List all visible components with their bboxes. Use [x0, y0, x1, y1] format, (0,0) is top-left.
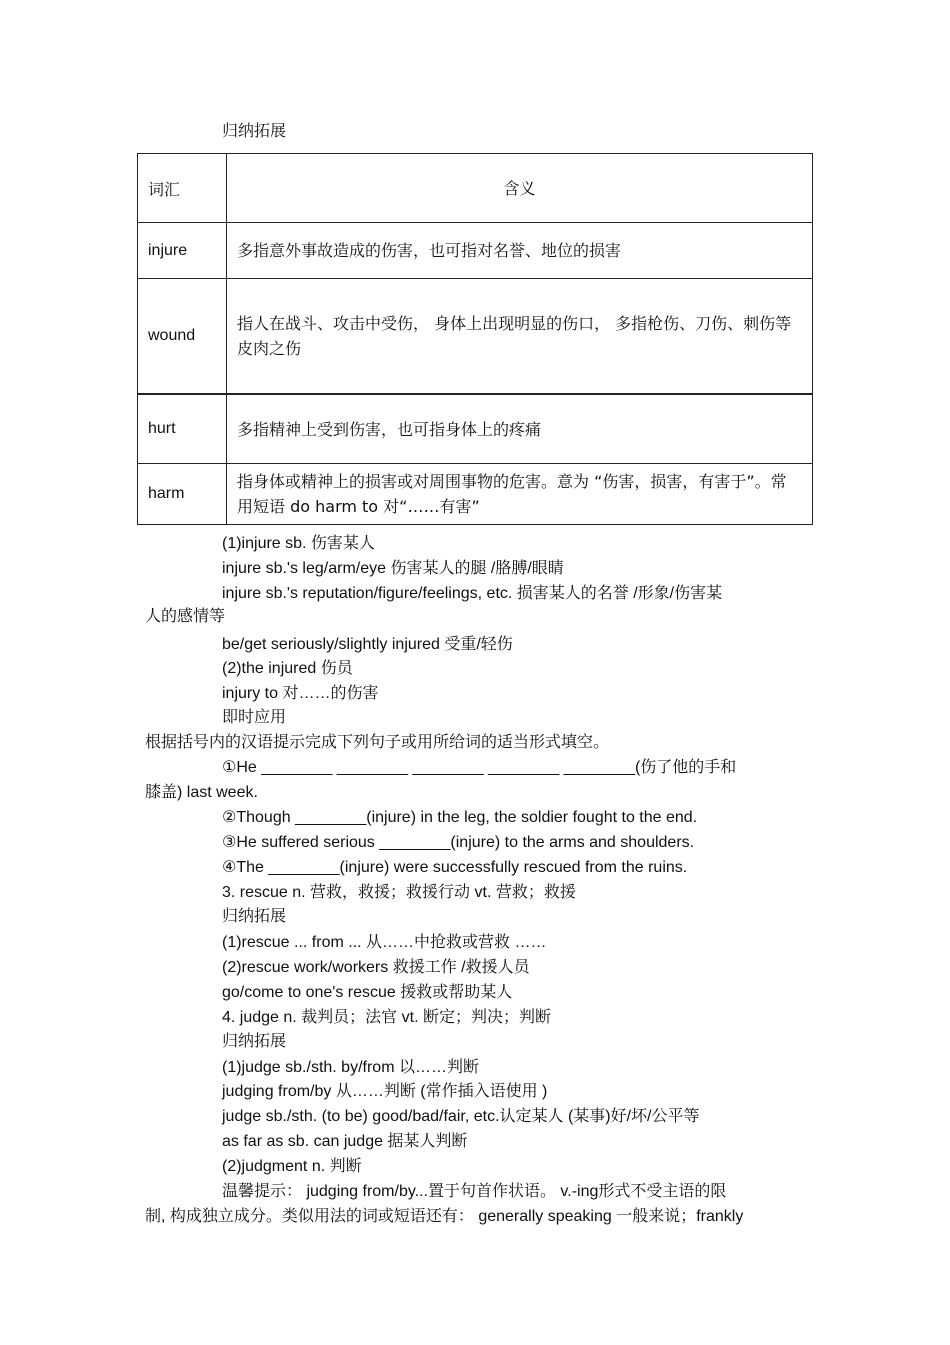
text-line: 人的感情等: [145, 608, 226, 625]
row-meaning: 指人在战斗、攻击中受伤， 身体上出现明显的伤口， 多指枪伤、刀伤、刺伤等皮肉之伤: [227, 279, 813, 395]
row-word: harm: [138, 464, 227, 525]
row-word: hurt: [138, 394, 227, 464]
section-heading: 归纳拓展: [222, 121, 287, 140]
table-row: [138, 464, 813, 525]
text-line: as far as sb. can judge 据某人判断: [222, 1133, 468, 1150]
text-line: injury to 对……的伤害: [222, 685, 379, 702]
text-line: 归纳拓展: [222, 1033, 287, 1050]
text-line: (2)rescue work/workers 救援工作 /救援人员: [222, 959, 530, 976]
text-line: 归纳拓展: [222, 908, 287, 925]
table-row: [138, 394, 813, 464]
exercise-line: ②Though ________(injure) in the leg, the soldier fought to the end.: [222, 809, 698, 826]
text-line: judge sb./sth. (to be) good/bad/fair, etc.认定某人 (某事)好/坏/公平等: [222, 1108, 700, 1125]
text-line: judging from/by 从……判断 (常作插入语使用 ): [222, 1083, 548, 1100]
text-line: 制, 构成独立成分。类似用法的词或短语还有： generally speaking 一般来说；frankly: [145, 1208, 744, 1225]
text-line: 4. judge n. 裁判员；法官 vt. 断定；判决；判断: [222, 1009, 551, 1026]
vocabulary-table: [137, 153, 813, 525]
text-line: injure sb.'s leg/arm/eye 伤害某人的腿 /胳膊/眼睛: [222, 560, 564, 577]
text-line: 3. rescue n. 营救，救援；救援行动 vt. 营救；救援: [222, 884, 576, 901]
header-meaning: 含义: [227, 154, 813, 223]
text-line: (1)rescue ... from ... 从……中抢救或营救 ……: [222, 934, 547, 951]
text-line: go/come to one's rescue 援救或帮助某人: [222, 984, 513, 1001]
table-row: [138, 279, 813, 395]
exercise-line: ③He suffered serious ________(injure) to the arms and shoulders.: [222, 834, 695, 851]
row-word: injure: [138, 223, 227, 279]
header-word: 词汇: [138, 154, 227, 223]
text-line: 温馨提示： judging from/by...置于句首作状语。 v.-ing形式不受主语的限: [222, 1183, 727, 1200]
table-header-row: [138, 154, 813, 223]
text-line: 即时应用: [222, 709, 287, 726]
instruction-line: 根据括号内的汉语提示完成下列句子或用所给词的适当形式填空。: [145, 734, 610, 751]
exercise-line: ④The ________(injure) were successfully rescued from the ruins.: [222, 859, 688, 876]
text-line: (2)judgment n. 判断: [222, 1158, 362, 1175]
text-line: (1)judge sb./sth. by/from 以……判断: [222, 1059, 479, 1076]
row-word: wound: [138, 279, 227, 395]
exercise-line: 膝盖) last week.: [145, 784, 258, 801]
text-line: injure sb.'s reputation/figure/feelings, etc. 损害某人的名誉 /形象/伤害某: [222, 585, 723, 602]
row-meaning: 多指精神上受到伤害，也可指身体上的疼痛: [227, 394, 813, 464]
row-meaning: 指身体或精神上的损害或对周围事物的危害。意为 “伤害，损害，有害于”。常用短语 do harm to 对“……有害”: [227, 464, 813, 525]
text-line: be/get seriously/slightly injured 受重/轻伤: [222, 636, 513, 653]
text-line: (1)injure sb. 伤害某人: [222, 535, 375, 552]
text-line: (2)the injured 伤员: [222, 660, 353, 677]
table-row: [138, 223, 813, 279]
row-meaning: 多指意外事故造成的伤害，也可指对名誉、地位的损害: [227, 223, 813, 279]
exercise-line: ①He ________ ________ ________ ________ ________(伤了他的手和: [222, 759, 737, 776]
